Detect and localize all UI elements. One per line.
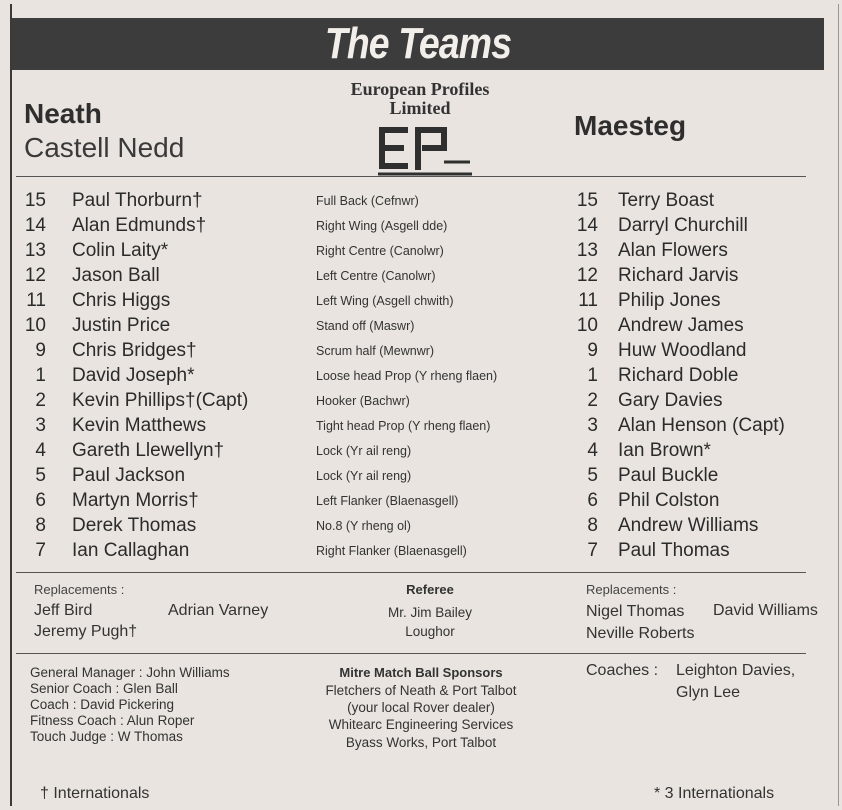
away-jersey-number: 5 xyxy=(587,465,598,486)
away-player-name: Huw Woodland xyxy=(618,340,747,361)
away-player-name: Philip Jones xyxy=(618,290,721,311)
away-replacements-title: Replacements : xyxy=(586,582,677,597)
home-jersey-number: 1 xyxy=(35,365,46,386)
away-player-name: Andrew Williams xyxy=(618,515,759,536)
away-player-name: Paul Thomas xyxy=(618,540,730,561)
home-jersey-number: 5 xyxy=(35,465,46,486)
away-player-name: Phil Colston xyxy=(618,490,720,511)
referee-place: Loughor xyxy=(405,624,455,639)
page-title: The Teams xyxy=(324,19,512,68)
home-player-name: Paul Thorburn† xyxy=(72,190,203,211)
coach-name: Leighton Davies, xyxy=(676,662,796,679)
position-label: Right Wing (Asgell dde) xyxy=(316,219,448,233)
home-jersey-number: 15 xyxy=(24,190,46,211)
away-jersey-number: 13 xyxy=(576,240,598,261)
sponsor-line-2: Limited xyxy=(389,98,451,118)
away-replacement: David Williams xyxy=(713,602,818,619)
staff-line: General Manager : John Williams xyxy=(30,665,230,680)
ball-sponsor-line: Whitearc Engineering Services xyxy=(328,717,514,732)
away-player-name: Alan Henson (Capt) xyxy=(618,415,785,436)
home-jersey-number: 10 xyxy=(24,315,46,336)
away-player-name: Alan Flowers xyxy=(618,240,728,261)
away-jersey-number: 2 xyxy=(587,390,598,411)
home-player-name: Jason Ball xyxy=(72,265,160,286)
away-jersey-number: 10 xyxy=(576,315,598,336)
home-player-name: Ian Callaghan xyxy=(72,540,190,561)
ball-sponsor-line: Fletchers of Neath & Port Talbot xyxy=(325,683,517,698)
header-divider xyxy=(16,176,806,177)
home-player-name: Alan Edmunds† xyxy=(72,215,207,236)
home-replacement: Jeff Bird xyxy=(34,602,93,619)
ball-sponsor-line: (your local Rover dealer) xyxy=(347,700,495,715)
position-label: Left Flanker (Blaenasgell) xyxy=(316,494,459,508)
coach-name: Glyn Lee xyxy=(676,684,741,701)
home-player-name: Paul Jackson xyxy=(72,465,186,486)
home-player-name: Chris Higgs xyxy=(72,290,171,311)
away-player-name: Gary Davies xyxy=(618,390,723,411)
home-jersey-number: 9 xyxy=(35,340,46,361)
home-player-name: Martyn Morris† xyxy=(72,490,199,511)
home-player-name: David Joseph* xyxy=(72,365,195,386)
away-jersey-number: 4 xyxy=(587,440,598,461)
away-player-name: Richard Doble xyxy=(618,365,739,386)
away-player-name: Richard Jarvis xyxy=(618,265,739,286)
footer-internationals-note: † Internationals xyxy=(40,785,150,802)
position-label: Left Centre (Canolwr) xyxy=(316,269,436,283)
position-label: Right Flanker (Blaenasgell) xyxy=(316,544,467,558)
away-jersey-number: 15 xyxy=(576,190,598,211)
home-jersey-number: 6 xyxy=(35,490,46,511)
home-player-name: Chris Bridges† xyxy=(72,340,197,361)
position-label: Scrum half (Mewnwr) xyxy=(316,344,435,358)
replacements-divider xyxy=(16,653,806,654)
lineup-divider xyxy=(16,572,806,573)
referee-name: Mr. Jim Bailey xyxy=(387,605,472,620)
home-player-name: Derek Thomas xyxy=(72,515,197,536)
home-player-name: Colin Laity* xyxy=(72,240,169,261)
position-label: Loose head Prop (Y rheng flaen) xyxy=(316,369,498,383)
away-jersey-number: 1 xyxy=(587,365,598,386)
away-player-name: Andrew James xyxy=(618,315,744,336)
home-player-name: Kevin Phillips†(Capt) xyxy=(72,390,249,411)
away-team-name: Maesteg xyxy=(574,110,687,141)
away-jersey-number: 9 xyxy=(587,340,598,361)
referee-title: Referee xyxy=(406,582,454,597)
home-jersey-number: 13 xyxy=(24,240,46,261)
away-replacement: Nigel Thomas xyxy=(586,603,685,620)
position-label: Lock (Yr ail reng) xyxy=(316,469,412,483)
staff-line: Coach : David Pickering xyxy=(30,697,175,712)
away-player-name: Paul Buckle xyxy=(618,465,719,486)
home-replacement: Adrian Varney xyxy=(168,602,269,619)
home-replacement: Jeremy Pugh† xyxy=(34,623,138,640)
away-jersey-number: 3 xyxy=(587,415,598,436)
away-jersey-number: 7 xyxy=(587,540,598,561)
ball-sponsors-title: Mitre Match Ball Sponsors xyxy=(339,665,503,680)
home-jersey-number: 12 xyxy=(24,265,46,286)
ep-logo-icon xyxy=(378,122,474,183)
home-jersey-number: 8 xyxy=(35,515,46,536)
home-player-name: Gareth Llewellyn† xyxy=(72,440,225,461)
position-label: Left Wing (Asgell chwith) xyxy=(316,294,454,308)
title-banner xyxy=(12,18,824,70)
away-jersey-number: 8 xyxy=(587,515,598,536)
position-label: Lock (Yr ail reng) xyxy=(316,444,412,458)
home-jersey-number: 2 xyxy=(35,390,46,411)
position-label: Right Centre (Canolwr) xyxy=(316,244,444,258)
away-jersey-number: 14 xyxy=(576,215,598,236)
ball-sponsor-line: Byass Works, Port Talbot xyxy=(345,735,497,750)
position-label: Tight head Prop (Y rheng flaen) xyxy=(316,419,491,433)
staff-line: Touch Judge : W Thomas xyxy=(30,729,183,744)
sponsor-name xyxy=(300,80,540,118)
home-replacements-title: Replacements : xyxy=(34,582,125,597)
position-label: No.8 (Y rheng ol) xyxy=(316,519,411,533)
away-player-name: Darryl Churchill xyxy=(618,215,748,236)
footer-internationals-count: * 3 Internationals xyxy=(654,785,775,802)
position-label: Full Back (Cefnwr) xyxy=(316,194,419,208)
away-replacement: Neville Roberts xyxy=(586,625,695,642)
home-player-name: Justin Price xyxy=(72,315,171,336)
staff-line: Senior Coach : Glen Ball xyxy=(30,681,178,696)
home-jersey-number: 7 xyxy=(35,540,46,561)
position-label: Hooker (Bachwr) xyxy=(316,394,410,408)
home-jersey-number: 14 xyxy=(24,215,46,236)
away-jersey-number: 12 xyxy=(576,265,598,286)
away-jersey-number: 11 xyxy=(578,290,598,311)
away-player-name: Ian Brown* xyxy=(618,440,711,461)
home-jersey-number: 11 xyxy=(26,290,46,311)
away-player-name: Terry Boast xyxy=(618,190,715,211)
away-jersey-number: 6 xyxy=(587,490,598,511)
sponsor-line-1: European Profiles xyxy=(350,79,490,99)
coaches-label: Coaches : xyxy=(586,662,659,679)
home-jersey-number: 4 xyxy=(35,440,46,461)
staff-line: Fitness Coach : Alun Roper xyxy=(30,713,195,728)
home-player-name: Kevin Matthews xyxy=(72,415,207,436)
position-label: Stand off (Maswr) xyxy=(316,319,415,333)
home-team-welsh-name: Castell Nedd xyxy=(24,132,185,163)
home-team-name: Neath xyxy=(24,98,102,129)
home-jersey-number: 3 xyxy=(35,415,46,436)
